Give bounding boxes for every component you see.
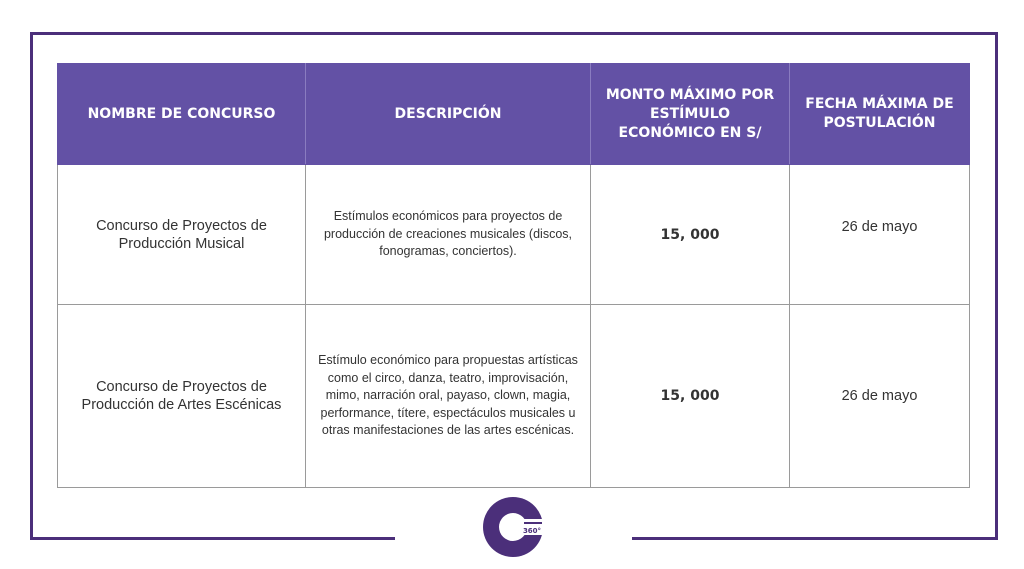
header-contest-name: NOMBRE DE CONCURSO xyxy=(58,64,306,165)
deadline-cell: 26 de mayo xyxy=(790,305,970,488)
contest-name-cell: Concurso de Proyectos de Producción de Artes Escénicas xyxy=(58,305,306,488)
amount-cell: 15, 000 xyxy=(591,165,790,305)
frame-left-border xyxy=(30,32,33,540)
contest-name-cell: Concurso de Proyectos de Producción Musical xyxy=(58,165,306,305)
header-deadline: FECHA MÁXIMA DE POSTULACIÓN xyxy=(790,64,970,165)
header-description: DESCRIPCIÓN xyxy=(306,64,591,165)
circle-logo-icon xyxy=(483,497,543,557)
description-cell: Estímulo económico para propuestas artísticas como el circo, danza, teatro, improvisación, mimo, narración oral, payaso, clown, magia, performance, títere, espectáculos musicales u otras manifestaciones de las artes escénicas. xyxy=(306,305,591,488)
deadline-text: 26 de mayo xyxy=(841,218,918,235)
description-cell: Estímulos económicos para proyectos de producción de creaciones musicales (discos, fonogramas, conciertos). xyxy=(306,165,591,305)
table-row xyxy=(58,305,970,488)
amount-cell: 15, 000 xyxy=(591,305,790,488)
contest-table xyxy=(57,63,970,488)
deadline-cell xyxy=(790,165,970,305)
frame-bottom-right-border xyxy=(632,537,998,540)
frame-right-border xyxy=(995,32,998,540)
header-max-amount: MONTO MÁXIMO POR ESTÍMULO ECONÓMICO EN S/ xyxy=(591,64,790,165)
frame-bottom-left-border xyxy=(30,537,395,540)
table-row xyxy=(58,165,970,305)
frame-top-border xyxy=(30,32,998,35)
logo-text: 360° xyxy=(522,527,542,535)
table-header-row xyxy=(58,64,970,165)
